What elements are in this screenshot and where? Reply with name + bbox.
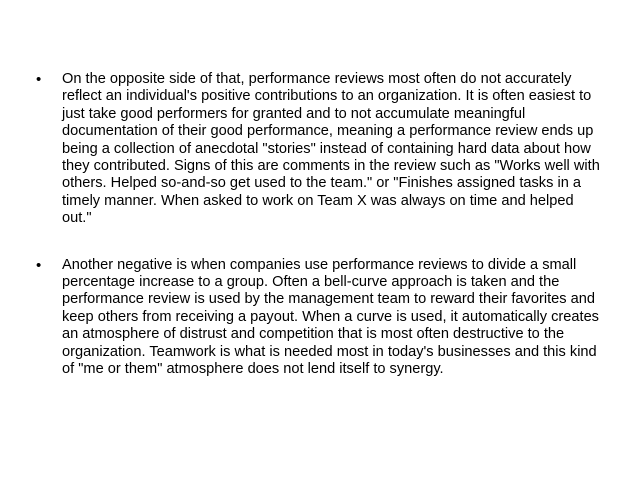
bullet-list [36,71,602,379]
bullet-text: Another negative is when companies use performance reviews to divide a small percentage increase to a group. Often a bell-curve approach is taken and the performance review is used by the management team to reward their favorites and keep others from receiving a payout. When a curve is used, it automatically creates an atmosphere of distrust and competition that is most often destructive to the organization. Teamwork is what is needed most in today's businesses and this kind of "me or them" atmosphere does not lend itself to synergy. [62,256,599,378]
bullet-icon: • [36,256,42,274]
bullet-text: On the opposite side of that, performance reviews most often do not accurately reflect an individual's positive contributions to an organization. It is often easiest to just take good performers for granted and to not accumulate meaningful documentation of their good performance, meaning a performance review ends up being a collection of anecdotal "stories" instead of containing hard data about how they contributed. Signs of this are comments in the review such as "Works well with others. Helped so-and-so get used to the team." or "Finishes assigned tasks in a timely manner. When asked to work on Team X was always on time and helped out." [62,71,600,227]
bullet-item [36,71,602,228]
bullet-icon: • [36,71,42,88]
bullet-item [36,257,602,379]
